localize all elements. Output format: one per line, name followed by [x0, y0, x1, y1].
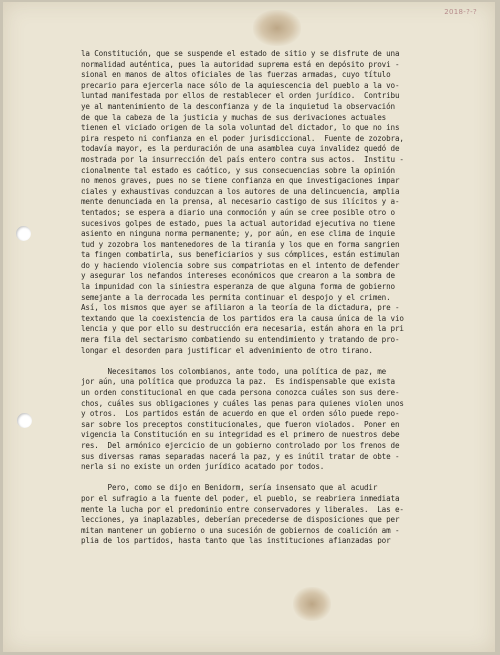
text-line: precario para ejercerla nace sólo de la aquiescencia del pueblo a la vo-	[81, 80, 400, 90]
text-line: nerla si no existe un orden jurídico acatado por todos.	[81, 462, 325, 472]
text-line: todavía mayor, es la perduración de una asamblea cuya invalidez quedó de	[81, 144, 400, 154]
text-line: pira respeto ni confianza en el poder jurisdiccional. Fuente de zozobra,	[81, 133, 404, 143]
text-line: semejante a la derrocada les permita continuar el despojo y el crimen.	[81, 292, 391, 302]
text-line: un orden constitucional en que cada persona conozca cuáles son sus dere-	[81, 388, 400, 397]
text-line: Así, los mismos que ayer se afiliaron a la teoría de la dictadura, pre -	[81, 303, 400, 313]
text-line: tentados; se espera a diario una conmoción y aún se cree posible otro o	[81, 207, 395, 217]
text-line: sar sobre los preceptos constitucionales, que fueron violados. Poner en	[81, 419, 400, 429]
text-line: chos, cuáles sus obligaciones y cuáles las penas para quienes violen unos	[81, 398, 404, 408]
text-line: sus diversas ramas separadas nacerá la paz, y es inútil tratar de obte -	[81, 451, 400, 461]
text-line: Pero, como se dijo en Benidorm, sería insensato que al acudir	[81, 483, 378, 493]
text-line: de que la cabeza de la justicia y muchas de sus derivaciones actuales	[81, 112, 387, 122]
text-line: textando que la coexistencia de los partidos era la causa única de la vio	[81, 313, 404, 323]
paragraph-gap	[81, 356, 473, 367]
paragraph	[81, 49, 473, 356]
text-line: por el sufragio a la fuente del poder, el pueblo, se reabriera inmediata	[81, 493, 400, 503]
typewritten-body	[81, 49, 473, 547]
text-line: mera fila del sectarismo combatiendo su entendimiento y tratando de pro-	[81, 335, 400, 345]
text-line: ciales y exhaustivas conduzcan a los autores de una delincuencia, amplia	[81, 186, 400, 196]
text-line: lecciones, ya inaplazables, deberían precederse de disposiciones que per	[81, 515, 400, 525]
text-line: jor aún, una política que produzca la paz. Es indispensable que exista	[81, 377, 395, 387]
text-line: cionalmente tal estado es caótico, y sus consecuencias sobre la opinión	[81, 165, 395, 175]
corner-pencil-note: 2018-?-?	[444, 8, 477, 16]
text-line: la impunidad con la siniestra esperanza de que alguna forma de gobierno	[81, 282, 395, 292]
paragraph	[81, 483, 473, 547]
text-line: mente la lucha por el predominio entre conservadores y liberales. Las e-	[81, 504, 404, 514]
text-line: longar el desorden para justificar el advenimiento de otro tirano.	[81, 345, 373, 355]
text-line: y asegurar los nefandos intereses económicos que crearon a la sombra de	[81, 271, 395, 281]
text-line: Necesitamos los colombianos, ante todo, una política de paz, me	[81, 366, 387, 376]
punch-hole-upper	[16, 226, 31, 241]
document-page	[3, 2, 495, 652]
text-line: vigencia la Constitución en su integridad es el primero de nuestros debe	[81, 430, 400, 440]
text-line: res. Del armónico ejercicio de un gobierno controlado por los frenos de	[81, 440, 400, 450]
tape-stain-top	[253, 10, 301, 46]
text-line: tud y zozobra los mantenedores de la tiranía y los que en forma sangrien	[81, 239, 400, 249]
text-line: y otros. Los partidos están de acuerdo en que el orden sólo puede repo-	[81, 409, 400, 419]
text-line: tienen el viciado origen de la sola voluntad del dictador, lo que no ins	[81, 123, 400, 133]
text-line: sional en manos de altos oficiales de las fuerzas armadas, cuyo título	[81, 70, 391, 80]
text-line: la Constitución, que se suspende el estado de sitio y se disfrute de una	[81, 49, 400, 58]
text-line: normalidad auténtica, pues la autoridad suprema está en depósito provi -	[81, 59, 400, 69]
text-line: no menos graves, pues no se tiene confianza en que investigaciones impar	[81, 176, 400, 186]
text-line: mitan mantener un gobierno o una sucesión de gobiernos de coalición am -	[81, 525, 400, 535]
text-line: ta fingen combatirla, sus beneficiarios y sus cómplices, están estimulan	[81, 250, 400, 260]
text-line: lencia y que por ello su destrucción era necesaria, están ahora en la pri	[81, 324, 404, 334]
punch-hole-lower	[17, 413, 32, 428]
text-line: plia de los partidos, hasta tanto que las instituciones afianzadas por	[81, 536, 391, 546]
text-line: mostrada por la insurrección del país entero contra sus actos. Institu -	[81, 154, 404, 164]
text-line: luntad manifestada por ellos de restablecer el orden jurídico. Contribu	[81, 91, 400, 101]
text-line: ye al mantenimiento de la desconfianza y de la inquietud la observación	[81, 101, 395, 111]
paragraph-gap	[81, 473, 473, 484]
paragraph	[81, 367, 473, 473]
text-line: mente denunciada en la prensa, al necesario castigo de sus ilícitos y a-	[81, 197, 400, 207]
text-line: do y haciendo violencia sobre sus compatriotas en el intento de defender	[81, 260, 400, 270]
text-line: asiento en ninguna norma permanente; y, por aún, en ese clima de inquie	[81, 229, 395, 239]
text-line: sucesivos golpes de estado, pues la actual autoridad ejecutiva no tiene	[81, 218, 395, 228]
tape-stain-bottom	[293, 587, 331, 621]
